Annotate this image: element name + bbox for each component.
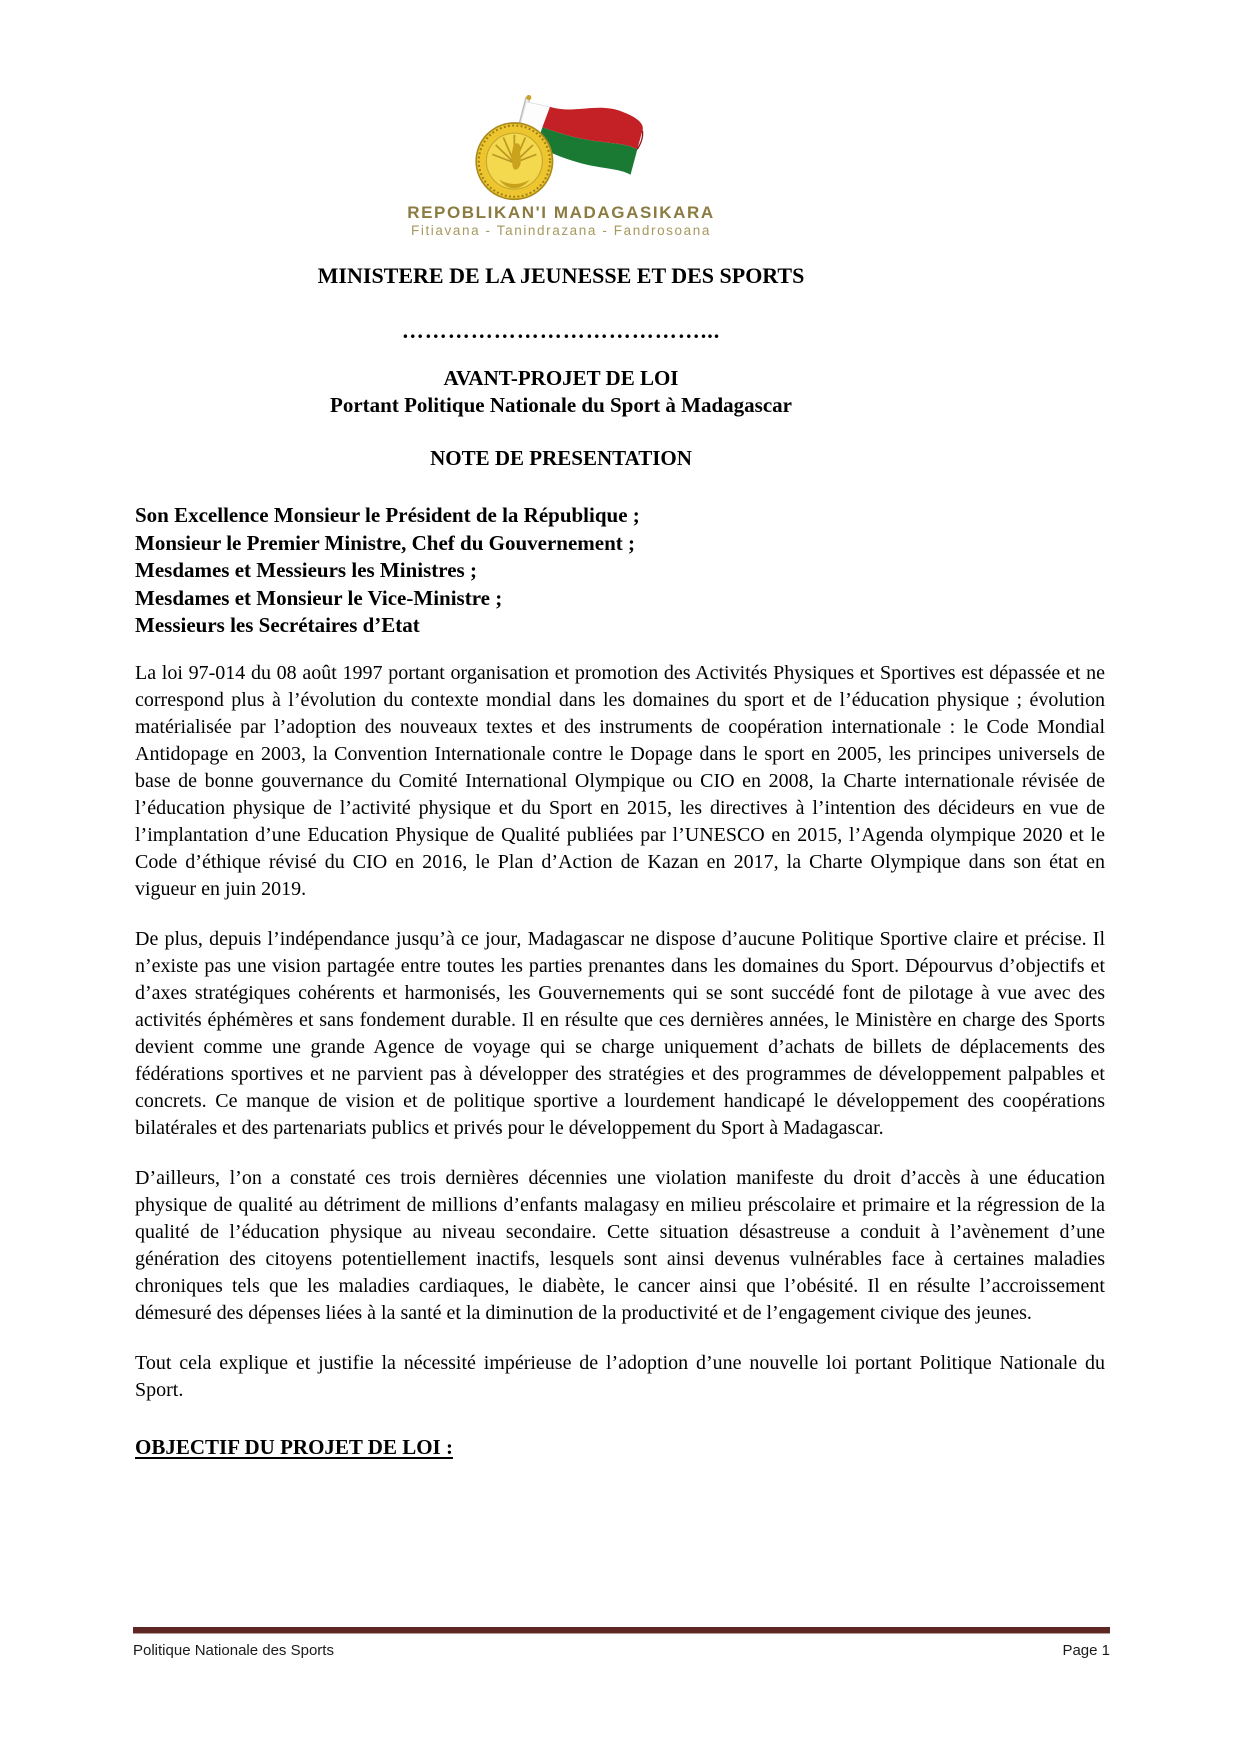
- gold-seal-icon: [476, 123, 552, 199]
- footer-rule: [133, 1627, 1110, 1634]
- national-motto: Fitiavana - Tanindrazana - Fandrosoana: [411, 223, 711, 238]
- addressee-line: Messieurs les Secrétaires d’Etat: [135, 613, 420, 637]
- footer-page-number: Page 1: [1062, 1642, 1110, 1659]
- national-emblem: [135, 95, 987, 239]
- addressee-line: Mesdames et Monsieur le Vice-Ministre ;: [135, 585, 503, 610]
- footer-document-name: Politique Nationale des Sports: [133, 1642, 334, 1659]
- document-subtitle: Portant Politique Nationale du Sport à Madagascar: [330, 393, 792, 417]
- body-paragraph: La loi 97-014 du 08 août 1997 portant organisation et promotion des Activités Physiques et Sportives est dépassée et ne correspond plus à l’évolution du contexte mondial dans les domaines du sport et de l’éducation physique ; évolution matérialisée par l’adoption des nouveaux textes et des instruments de coopération internationale : le Code Mondial Antidopage en 2003, la Convention Internationale contre le Dopage dans le sport en 2005, les principes universels de base de bonne gouvernance du Comité International Olympique ou CIO en 2008, la Charte internationale révisée de l’éducation physique de l’activité physique et du Sport en 2015, les directives à l’intention des décideurs en vue de l’implantation d’une Education Physique de Qualité publiées par l’UNESCO en 2015, l’Agenda olympique 2020 et le Code d’éthique révisé du CIO en 2016, le Plan d’Action de Kazan en 2017, la Charte Olympique dans son état en vigueur en juin 2019.: [135, 661, 1105, 900]
- dotted-separator: …………………………………...: [401, 318, 721, 343]
- ministry-title: MINISTERE DE LA JEUNESSE ET DES SPORTS: [317, 263, 805, 288]
- madagascar-coat-of-arms-icon: [436, 95, 686, 201]
- addressee-list: [135, 502, 1105, 640]
- addressee-line: Mesdames et Messieurs les Ministres ;: [135, 558, 477, 582]
- objective-heading: OBJECTIF DU PROJET DE LOI :: [135, 1434, 453, 1459]
- body-paragraph: D’ailleurs, l’on a constaté ces trois dernières décennies une violation manifeste du droit d’accès à une éducation physique de qualité au détriment de millions d’enfants malagasy en milieu préscolaire et primaire et la régression de la qualité de l’éducation physique au niveau secondaire. Cette situation désastreuse a conduit à l’avènement d’une génération des citoyens potentiellement inactifs, lesquels sont ainsi devenus vulnérables face à certaines maladies chroniques tels que les maladies cardiaques, le diabète, le cancer ainsi que l’obésité. Il en résulte l’accroissement démesuré des dépenses liées à la santé et la diminution de la productivité et de l’engagement civique des jeunes.: [135, 1166, 1105, 1324]
- footer: [133, 1627, 1110, 1660]
- body-paragraph: Tout cela explique et justifie la nécessité impérieuse de l’adoption d’une nouvelle loi portant Politique Nationale du Sport.: [135, 1351, 1105, 1401]
- addressee-line: Son Excellence Monsieur le Président de la République ;: [135, 503, 640, 527]
- country-name: REPOBLIKAN'I MADAGASIKARA: [407, 203, 715, 222]
- document-title: AVANT-PROJET DE LOI: [443, 366, 679, 390]
- addressee-line: Monsieur le Premier Ministre, Chef du Gouvernement ;: [135, 530, 636, 555]
- section-title: NOTE DE PRESENTATION: [430, 446, 692, 470]
- body-paragraph: De plus, depuis l’indépendance jusqu’à ce jour, Madagascar ne dispose d’aucune Politique Sportive claire et précise. Il n’existe pas une vision partagée entre toutes les parties prenantes dans les domaines du Sport. Dépourvus d’objectifs et d’axes stratégiques cohérents et harmonisés, les Gouvernements qui se sont succédé font de pilotage à vue avec des activités éphémères et sans fondement durable. Il en résulte que ces dernières années, le Ministère en charge des Sports devient comme une grande Agence de voyage qui se charge uniquement d’achats de billets de déplacements des fédérations sportives et ne parvient pas à développer des stratégies et des programmes de développement palpables et concrets. Ce manque de vision et de politique sportive a lourdement handicapé le développement des coopérations bilatérales et des partenariats publics et privés pour le développement du Sport à Madagascar.: [135, 927, 1105, 1139]
- document-body: [135, 660, 1105, 1404]
